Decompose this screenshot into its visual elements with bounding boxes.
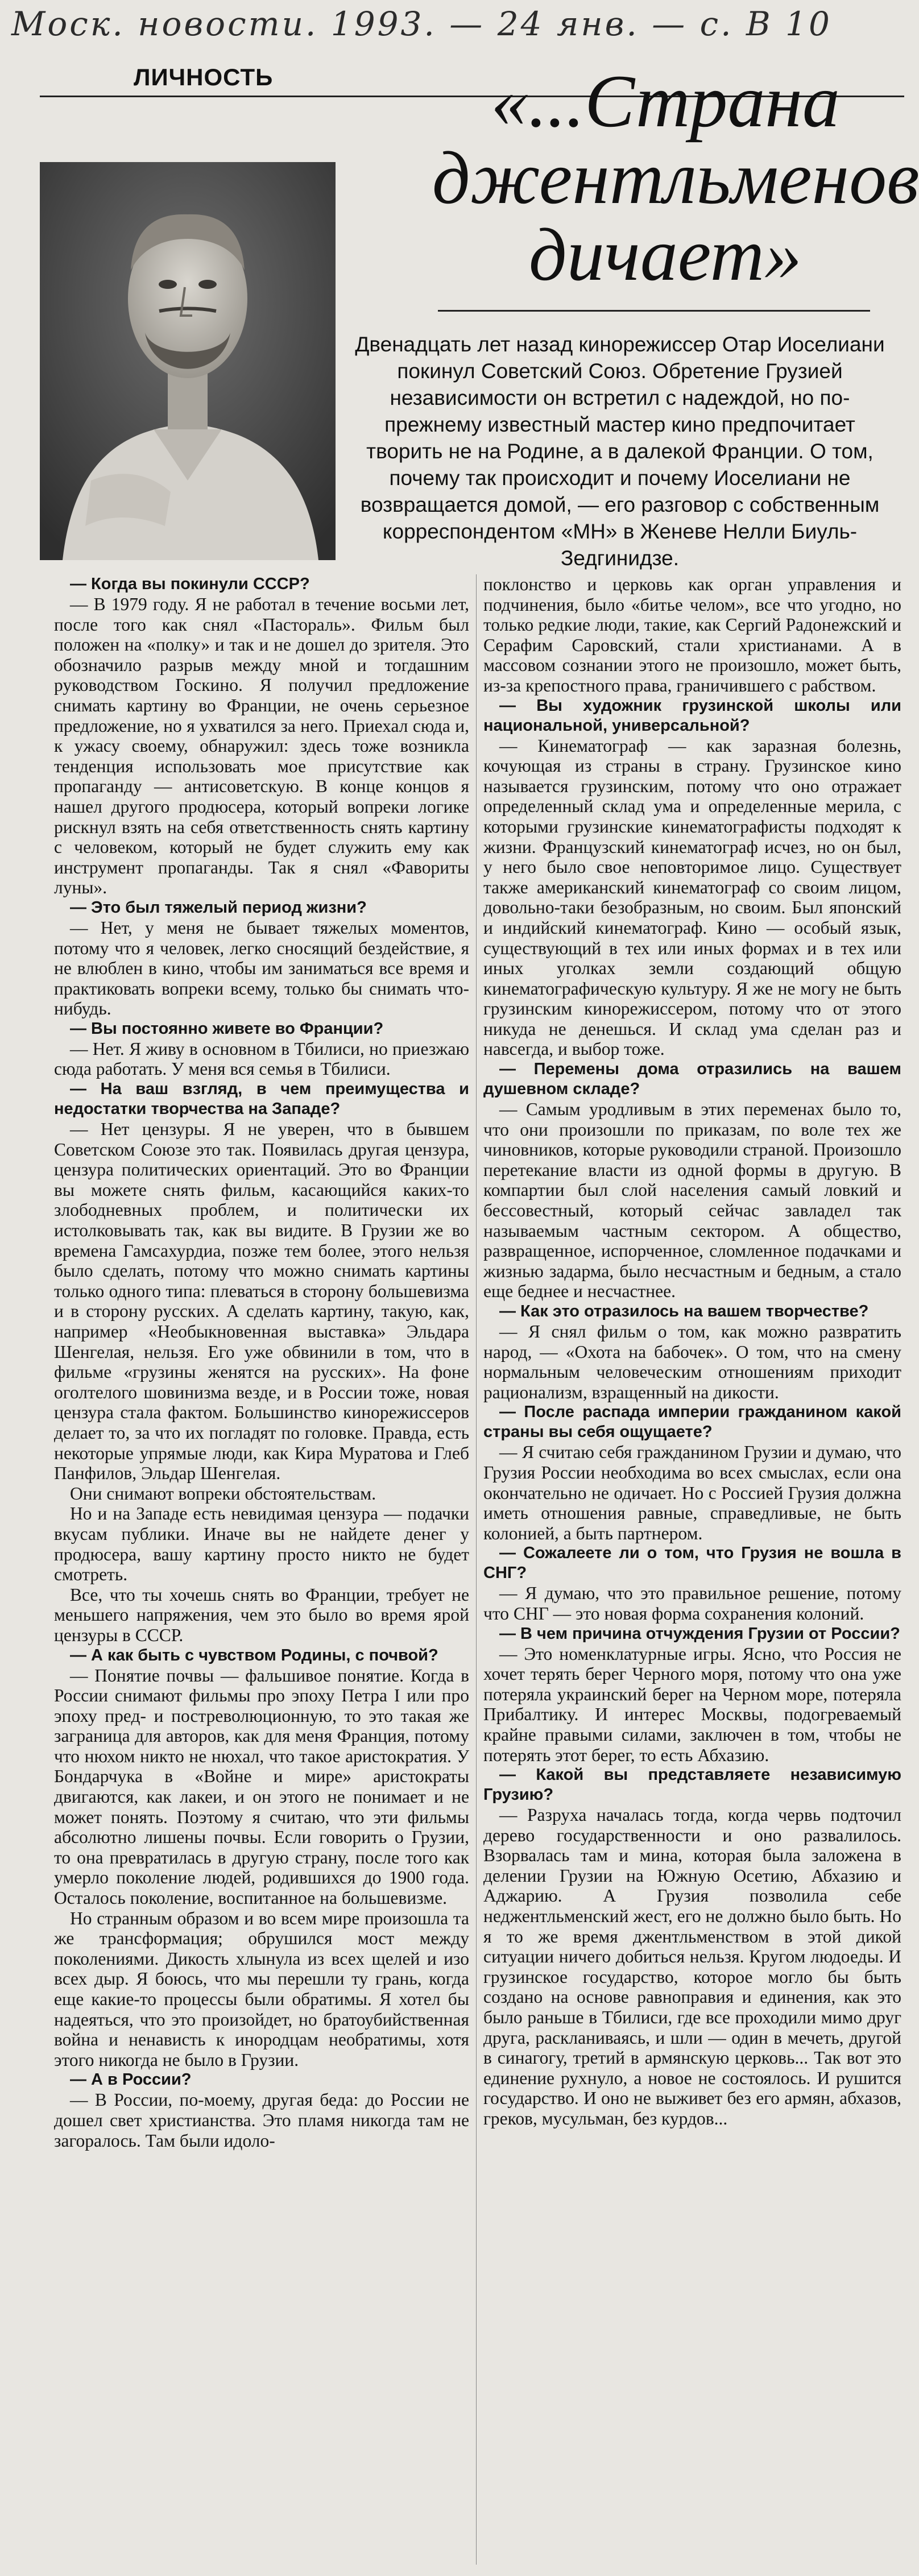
article-paragraph: — В 1979 году. Я не работал в течение восьми лет, после того как снял «Пастораль». Фильм был положен на «полку» и так и не дошел до зрителя. Это обозначило разрыв между мной и тогдашним руководством Госкино. Я получил предложение снимать картину во Франции, не очень серьезное предложение, но я ухватился за него. Приехал сюда и, к ужасу своему, обнаружил: здесь тоже возникла тенденция использовать мое присутствие как пропаганду — антисоветскую. В конце концов я нашел другого продюсера, который вопреки логике рискнул взять на себя ответственность снять картину с человеком, который не будет служить ему как инструмент пропаганды. Так я снял «Фавориты луны».	[54, 594, 469, 898]
article-paragraph: — Я считаю себя гражданином Грузии и думаю, что Грузия России необходима во всех смыслах, если она окончательно не одичает. Но с Россией Грузия должна иметь отношения равные, справедливые, не быть колонией, а быть партнером.	[483, 1442, 901, 1543]
article-paragraph: — Нет цензуры. Я не уверен, что в бывшем Советском Союзе это так. Появилась другая цензура, цензура политических ориентаций. Это во Франции вы можете снять фильм, касающийся каких-то злободневных проблем, и политически их истолковывать так, как вы видите. В Грузии же во времена Гамсахурдиа, позже тем более, этого нельзя было сделать, потому что можно снимать картины только одного типа: плеваться в сторону большевизма и в сторону русских. А сделать картину, такую, как, например «Необыкновенная выставка» Эльдара Шенгелая, нельзя. Его уже обвинили в том, что в фильме «грузины женятся на русских». На фоне оголтелого шовинизма везде, и в России тоже, новая цензура стала фактом. Большинство кинорежиссеров делает то, за что их погладят по головке. Правда, есть некоторые упрямые люди, как Кира Муратова и Глеб Панфилов, Эльдар Шенгелая.	[54, 1119, 469, 1484]
article-paragraph: — Нет, у меня не бывает тяжелых моментов, потому что я человек, легко сносящий бездействие, я не влюблен в кино, чтобы им заниматься все время и практиковать вопреки всему, только бы снимать что-нибудь.	[54, 917, 469, 1019]
interview-question: — Сожалеете ли о том, что Грузия не вошла в СНГ?	[483, 1544, 901, 1583]
lead-rule	[438, 310, 870, 312]
interview-question: — На ваш взгляд, в чем преимущества и недостатки творчества на Западе?	[54, 1080, 469, 1119]
article-paragraph: поклонство и церковь как орган управления и подчинения, было «битье челом», все что угодно, но только редкие люди, такие, как Сергий Радонежский и Серафим Саровский, стали христианами. А в массовом сознании этого не произошло, может быть, из-за крепостного права, граничившего с рабством.	[483, 574, 901, 695]
lead-paragraph: Двенадцать лет назад кинорежиссер Отар Иоселиани покинул Советский Союз. Обретение Грузией независимости он встретил с надеждой, но по-прежнему известный мастер кино предпочитает творить не на Родине, а в далекой Франции. О том, почему так происходит и почему Иоселиани не возвращается домой, — его разговор с собственным корреспондентом «МН» в Женеве Нелли Биуль-Зедгинидзе.	[355, 333, 885, 570]
interview-question: — Вы постоянно живете во Франции?	[70, 1019, 384, 1038]
rubric-label: ЛИЧНОСТЬ	[134, 64, 274, 90]
interview-question: — Это был тяжелый период жизни?	[70, 898, 367, 917]
article-paragraph: — Самым уродливым в этих переменах было то, что они произошли по приказам, по воле тех же чиновников, которые руководили страной. Произошло перетекание власти из одной формы в другую. В компартии был слой населения самый ловкий и бессовестный, который сейчас завладел так называемым частным сектором. А общество, развращенное, испорченное, сломленное подачками и жизнью задарма, было несчастным и бедным, а стало еще беднее и несчастнее.	[483, 1099, 901, 1302]
interview-question: — А в России?	[70, 2070, 192, 2089]
interview-question: — В чем причина отчуждения Грузии от России?	[499, 1624, 900, 1643]
article-column-left	[54, 574, 469, 2567]
handwritten-date-note: Моск. новости. 1993. — 24 янв. — с. В 10	[11, 5, 832, 43]
portrait-photo-icon	[40, 162, 336, 560]
interview-question: — Перемены дома отразились на вашем душевном складе?	[483, 1060, 901, 1099]
article-paragraph: Но и на Западе есть невидимая цензура — подачки вкусам публики. Иначе вы не найдете денег у продюсера, вашу картину просто никто не будет смотреть.	[54, 1504, 469, 1585]
article-paragraph: Они снимают вопреки обстоятельствам.	[70, 1483, 376, 1504]
interview-question: — После распада империи гражданином какой страны вы себя ощущаете?	[483, 1403, 901, 1442]
interview-question: — Как это отразилось на вашем творчестве?	[499, 1302, 869, 1320]
article-paragraph: Все, что ты хочешь снять во Франции, требует не меньшего напряжения, чем это было во время ярой цензуры в СССР.	[54, 1584, 469, 1645]
article-paragraph: — В России, по-моему, другая беда: до России не дошел свет христианства. Это пламя никогда там не загоралось. Там были идоло-	[54, 2090, 469, 2151]
article-paragraph: — Кинематограф — как заразная болезнь, кочующая из страны в страну. Грузинское кино называется грузинским, потому что оно отражает определенный склад ума и определенные мерила, с которыми грузинские кинематографисты подходят к жизни. Французский кинематограф исчез, но он был, у него было свое неповторимое лицо. Существует также американский кинематограф со своим лицом, довольно-таки безобразным, но своим. Был японский и индийский кинематограф. Кино — особый язык, существующий в тех или иных формах и в тех или иных уголках земли создающий общую кинематографическую культуру. Я же не могу не быть грузинским кинорежиссером, потому что от этого никуда не денешься. И склад ума сделан раз и навсегда, и выбор тоже.	[483, 735, 901, 1059]
interview-question: — А как быть с чувством Родины, с почвой?	[70, 1646, 438, 1664]
article-paragraph: — Нет. Я живу в основном в Тбилиси, но приезжаю сюда работать. У меня вся семья в Тбилиси.	[54, 1038, 469, 1079]
article-column-right	[483, 574, 901, 2567]
headline: «...Страна джентльменов дичает»	[432, 59, 919, 296]
article-paragraph: — Разруха началась тогда, когда червь подточил дерево государственности и оно развалилось. Взорвалась там и мина, которая была заложена в делении Грузии на Южную Осетию, Абхазию и Аджарию. А Грузия позволила себе неджентльменский жест, его не должно было быть. Но я то же время джентльменством в этой дикой ситуации ничего добиться нельзя. Кругом людоеды. И грузинское государство, которое могло бы быть создано на основе равноправия и единения, как это было раньше в Тбилиси, где все проходили мимо друг друга, раскланиваясь, и шли — один в мечеть, другой в синагогу, третий в армянскую церковь... Так вот это единение рухнуло, а новое не состоялось. И рушится государство. И оно не выживет без его армян, абхазов, греков, мусульман, без курдов...	[483, 1805, 901, 2128]
portrait-photo-graphic	[40, 162, 336, 560]
interview-question: — Вы художник грузинской школы или национальной, универсальной?	[483, 696, 901, 735]
column-divider	[476, 574, 477, 2565]
interview-question: — Какой вы представляете независимую Грузию?	[483, 1766, 901, 1804]
article-paragraph: — Я снял фильм о том, как можно развратить народ, — «Охота на бабочек». О том, что на смену нормальным человеческим отношениям приходит рационализм, взращенный на дикости.	[483, 1322, 901, 1402]
article-paragraph: — Понятие почвы — фальшивое понятие. Когда в России снимают фильмы про эпоху Петра I или про эпоху пред- и постреволюционную, то это такая же заграница для авторов, как для меня Франция, потому что нюхом никто не нюхал, что такое аристократия. У Бондарчука в «Войне и мире» аристократы двигаются, как лакеи, и он этого не понимает и не может понять. Поэтому я считаю, что эти фильмы абсолютно лишены почвы. Если говорить о Грузии, то она превратилась в другую страну, после того как умерло поколение людей, родившихся до 1900 года. Осталось поколение, воспитанное на большевизме.	[54, 1665, 469, 1908]
article-paragraph: — Это номенклатурные игры. Ясно, что Россия не хочет терять берег Черного моря, потому что она уже потеряла украинский берег на Черном море, потеряла Прибалтику. И интерес Москвы, подогреваемый крайне правыми силами, заключен в том, чтобы не потерять этот берег, то есть Абхазию.	[483, 1643, 901, 1765]
interview-question: — Когда вы покинули СССР?	[70, 575, 310, 593]
article-paragraph: — Я думаю, что это правильное решение, потому что СНГ — это новая форма сохранения колоний.	[483, 1583, 901, 1624]
article-paragraph: Но странным образом и во всем мире произошла та же трансформация; обрушился мост между поколениями. Дикость хлынула из всех щелей и изо всех дыр. Я боюсь, что мы перешли ту грань, когда еще какие-то процессы были обратимы. Я хотел бы надеяться, что это произойдет, но братоубийственная война и ненависть к инородцам необратимы, хотя этого никогда не было в Грузии.	[54, 1908, 469, 2070]
